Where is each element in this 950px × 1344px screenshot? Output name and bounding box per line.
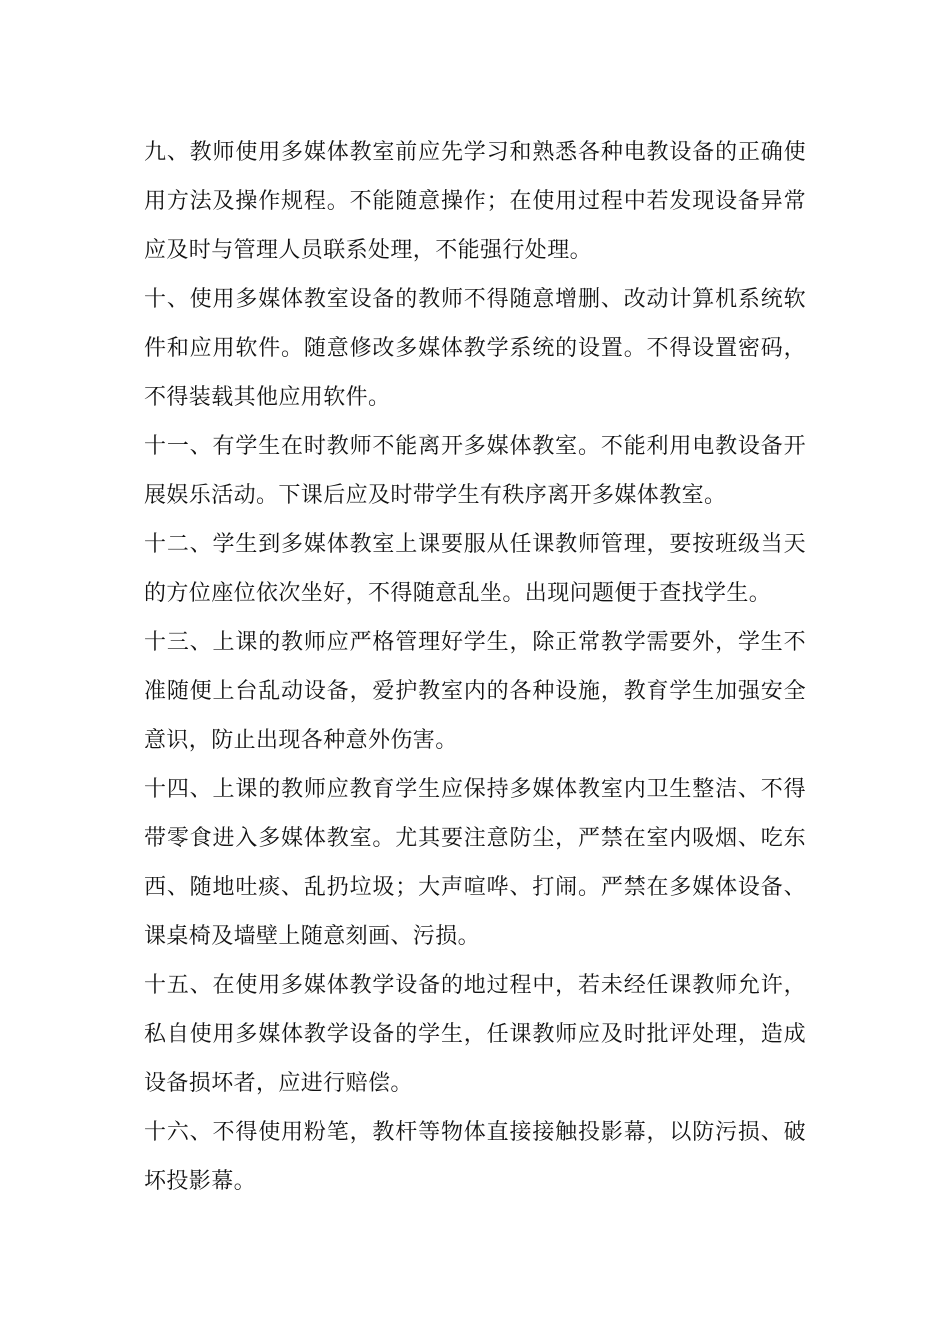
rule-paragraph-10: 十、使用多媒体教室设备的教师不得随意增删、改动计算机系统软件和应用软件。随意修改多媒体教学系统的设置。不得设置密码，不得装载其他应用软件。 [144, 287, 806, 410]
rule-paragraph-16: 十六、不得使用粉笔，教杆等物体直接接触投影幕，以防污损、破坏投影幕。 [144, 1120, 806, 1194]
rule-paragraph-11: 十一、有学生在时教师不能离开多媒体教室。不能利用电教设备开展娱乐活动。下课后应及时带学生有秩序离开多媒体教室。 [144, 434, 806, 508]
document-body [144, 128, 806, 1206]
rule-paragraph-14: 十四、上课的教师应教育学生应保持多媒体教室内卫生整洁、不得带零食进入多媒体教室。尤其要注意防尘，严禁在室内吸烟、吃东西、随地吐痰、乱扔垃圾；大声喧哗、打闹。严禁在多媒体设备、课桌椅及墙壁上随意刻画、污损。 [144, 777, 806, 949]
rule-paragraph-13: 十三、上课的教师应严格管理好学生，除正常教学需要外，学生不准随便上台乱动设备，爱护教室内的各种设施，教育学生加强安全意识，防止出现各种意外伤害。 [144, 630, 806, 753]
rule-paragraph-12: 十二、学生到多媒体教室上课要服从任课教师管理，要按班级当天的方位座位依次坐好，不得随意乱坐。出现问题便于查找学生。 [144, 532, 806, 606]
rule-paragraph-9: 九、教师使用多媒体教室前应先学习和熟悉各种电教设备的正确使用方法及操作规程。不能随意操作；在使用过程中若发现设备异常应及时与管理人员联系处理，不能强行处理。 [144, 140, 806, 263]
rule-paragraph-15: 十五、在使用多媒体教学设备的地过程中，若未经任课教师允许，私自使用多媒体教学设备的学生，任课教师应及时批评处理，造成设备损坏者，应进行赔偿。 [144, 973, 806, 1096]
